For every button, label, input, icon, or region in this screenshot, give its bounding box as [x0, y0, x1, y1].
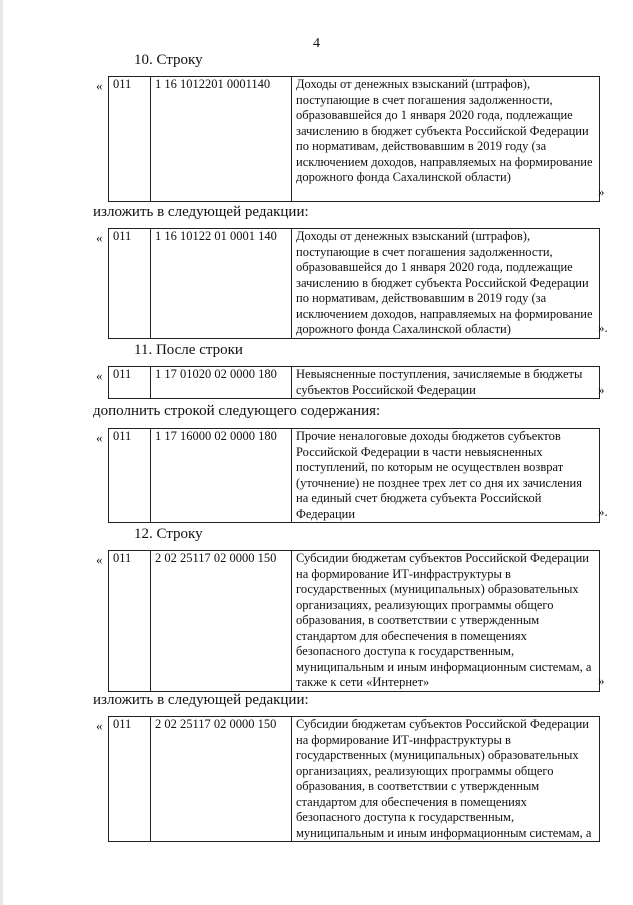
description-line: образовавшейся до 1 января 2020 года, подлежащие: [296, 260, 573, 274]
description-line: государственных (муниципальных) образовательных: [296, 748, 579, 762]
description-line: зачислению в бюджет субъекта Российской Федерации: [296, 275, 589, 290]
description-line: дорожного фонда Сахалинской области): [296, 322, 511, 336]
description-line: безопасного доступа к государственным,: [296, 644, 515, 658]
instruction-heading: изложить в следующей редакции:: [93, 692, 309, 708]
table-row: [109, 551, 600, 692]
description-line: образования, в соответствии с утвержденным: [296, 613, 540, 627]
description-line: поступающие в счет погашения задолженности,: [296, 92, 553, 107]
budget-row-table: [108, 428, 600, 523]
quote-close: »: [598, 184, 605, 199]
description-cell: [292, 77, 600, 202]
description-line: муниципальным и иным информационным системам, а: [296, 825, 592, 840]
description-line: стандартом для обеспечения в помещениях: [296, 794, 527, 809]
quote-open: «: [96, 552, 103, 567]
section-heading-10: 10. Строку: [134, 52, 203, 68]
description-line: стандартом для обеспечения в помещениях: [296, 628, 527, 643]
page-number: 4: [313, 36, 320, 51]
quote-open: «: [96, 368, 103, 383]
description-line: государственных (муниципальных) образовательных: [296, 582, 579, 596]
description-line: Доходы от денежных взысканий (штрафов),: [296, 229, 531, 243]
description-line: субъектов Российской Федерации: [296, 382, 476, 397]
description-line: организациях, реализующих программы общего: [296, 763, 554, 778]
budget-code-cell: 2 02 25117 02 0000 150: [151, 717, 292, 842]
quote-close: »: [598, 382, 605, 397]
admin-code-cell: 011: [109, 429, 151, 523]
admin-code-cell: 011: [109, 77, 151, 202]
description-line: Прочие неналоговые доходы бюджетов субъектов: [296, 429, 561, 443]
description-line: безопасного доступа к государственным,: [296, 810, 515, 824]
budget-code-cell: 1 17 16000 02 0000 180: [151, 429, 292, 523]
section-heading-12: 12. Строку: [134, 526, 203, 542]
admin-code-cell: 011: [109, 367, 151, 399]
description-line: исключением доходов, направляемых на формирование: [296, 306, 593, 321]
section-heading-11: 11. После строки: [134, 342, 243, 358]
description-line: по нормативам, действовавшим в 2019 году (за: [296, 139, 547, 153]
table-row: [109, 229, 600, 339]
description-line: по нормативам, действовавшим в 2019 году (за: [296, 291, 547, 305]
description-line: (уточнение) не позднее трех лет со дня их зачисления: [296, 475, 582, 490]
description-line: зачислению в бюджет субъекта Российской Федерации: [296, 123, 589, 138]
description-line: исключением доходов, направляемых на формирование: [296, 154, 593, 169]
description-line: на единый счет бюджета субъекта Российской: [296, 491, 542, 505]
scan-edge-shadow: [0, 0, 3, 905]
description-line: Российской Федерации в части невыясненных: [296, 444, 543, 459]
admin-code-cell: 011: [109, 717, 151, 842]
quote-close: »: [598, 673, 605, 688]
budget-row-table: [108, 716, 600, 842]
instruction-heading: дополнить строкой следующего содержания:: [93, 403, 381, 419]
budget-row-table: [108, 550, 600, 692]
quote-open: «: [96, 430, 103, 445]
description-line: Федерации: [296, 506, 356, 521]
admin-code-cell: 011: [109, 229, 151, 339]
budget-row-table: [108, 228, 600, 339]
table-row: [109, 429, 600, 523]
quote-open: «: [96, 78, 103, 93]
budget-code-cell: 1 16 10122 01 0001 140: [151, 229, 292, 339]
budget-row-table: [108, 76, 600, 202]
description-cell: [292, 551, 600, 692]
description-line: Доходы от денежных взысканий (штрафов),: [296, 77, 531, 91]
admin-code-cell: 011: [109, 551, 151, 692]
table-row: [109, 77, 600, 202]
description-cell: [292, 229, 600, 339]
description-cell: [292, 367, 600, 399]
quote-close: ».: [598, 504, 608, 519]
quote-open: «: [96, 718, 103, 733]
table-row: [109, 717, 600, 842]
quote-open: «: [96, 230, 103, 245]
description-line: Субсидии бюджетам субъектов Российской Федерации: [296, 551, 589, 565]
description-line: муниципальным и иным информационным системам, а: [296, 659, 592, 674]
budget-row-table: [108, 366, 600, 399]
instruction-heading: изложить в следующей редакции:: [93, 204, 309, 220]
description-line: поступлений, по которым не осуществлен возврат: [296, 460, 564, 474]
description-line: Невыясненные поступления, зачисляемые в бюджеты: [296, 367, 583, 381]
description-line: на формирование ИТ-инфраструктуры в: [296, 566, 511, 581]
description-cell: [292, 717, 600, 842]
table-row: [109, 367, 600, 399]
budget-code-cell: 1 16 1012201 0001140: [151, 77, 292, 202]
budget-code-cell: 2 02 25117 02 0000 150: [151, 551, 292, 692]
description-line: образования, в соответствии с утвержденным: [296, 779, 540, 793]
budget-code-cell: 1 17 01020 02 0000 180: [151, 367, 292, 399]
description-line: образовавшейся до 1 января 2020 года, подлежащие: [296, 108, 573, 122]
description-line: организациях, реализующих программы общего: [296, 597, 554, 612]
description-line: поступающие в счет погашения задолженности,: [296, 244, 553, 259]
description-line: Субсидии бюджетам субъектов Российской Федерации: [296, 717, 589, 731]
quote-close: ».: [598, 320, 608, 335]
description-line: дорожного фонда Сахалинской области): [296, 170, 511, 184]
description-cell: [292, 429, 600, 523]
description-line: на формирование ИТ-инфраструктуры в: [296, 732, 511, 747]
description-line: также к сети «Интернет»: [296, 675, 430, 689]
